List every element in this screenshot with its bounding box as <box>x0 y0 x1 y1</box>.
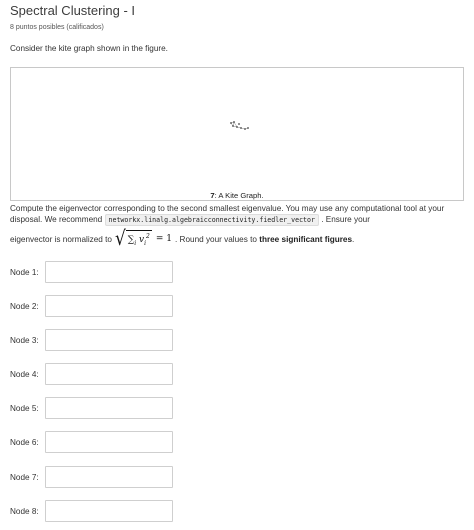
node-label: Node 2: <box>10 301 39 311</box>
kite-graph-image <box>228 120 250 134</box>
fiedler-code: networkx.linalg.algebraicconnectivity.fiedler_vector <box>105 214 319 226</box>
figure-caption <box>11 191 463 200</box>
node-7-input[interactable] <box>45 466 173 488</box>
node-2-input[interactable] <box>45 295 173 317</box>
node-label: Node 1: <box>10 267 39 277</box>
node-label: Node 4: <box>10 369 39 379</box>
figure-number: 7 <box>210 191 215 200</box>
figure-container <box>10 67 464 201</box>
points-possible: 8 puntos posibles (calificados) <box>10 24 104 31</box>
page-title: Spectral Clustering - I <box>10 3 135 18</box>
node-row-8 <box>10 500 44 522</box>
instructions-line2-mid: . Round your values to <box>175 234 257 244</box>
instructions <box>10 203 466 252</box>
formula-equals: = 1 <box>155 233 172 244</box>
node-6-input[interactable] <box>45 431 173 453</box>
node-row-6 <box>10 431 44 453</box>
node-5-input[interactable] <box>45 397 173 419</box>
instructions-line2-end: . <box>352 234 355 244</box>
node-label: Node 5: <box>10 403 39 413</box>
instructions-line1-end: . Ensure your <box>321 215 370 224</box>
node-row-7 <box>10 466 44 488</box>
node-4-input[interactable] <box>45 363 173 385</box>
normalization-formula: √ $\sum_i$ $v_i^2$ = 1 <box>114 227 172 252</box>
node-label: Node 8: <box>10 506 39 516</box>
question-prompt: Consider the kite graph shown in the figure. <box>10 44 168 53</box>
node-row-4 <box>10 363 44 385</box>
node-8-input[interactable] <box>45 500 173 522</box>
node-1-input[interactable] <box>45 261 173 283</box>
node-label: Node 3: <box>10 335 39 345</box>
instructions-line2-start: eigenvector is normalized to <box>10 234 112 244</box>
node-3-input[interactable] <box>45 329 173 351</box>
node-label: Node 6: <box>10 437 39 447</box>
node-row-3 <box>10 329 44 351</box>
node-row-5 <box>10 397 44 419</box>
instructions-line1: Compute the eigenvector corresponding to the second smallest eigenvalue. You may use any computational tool at your disposal. We recommend <box>10 204 445 224</box>
node-label: Node 7: <box>10 472 39 482</box>
node-row-1 <box>10 261 44 283</box>
figure-caption-text: : A Kite Graph. <box>214 191 264 200</box>
node-row-2 <box>10 295 44 317</box>
sig-figs-emphasis: three significant figures <box>259 234 353 244</box>
